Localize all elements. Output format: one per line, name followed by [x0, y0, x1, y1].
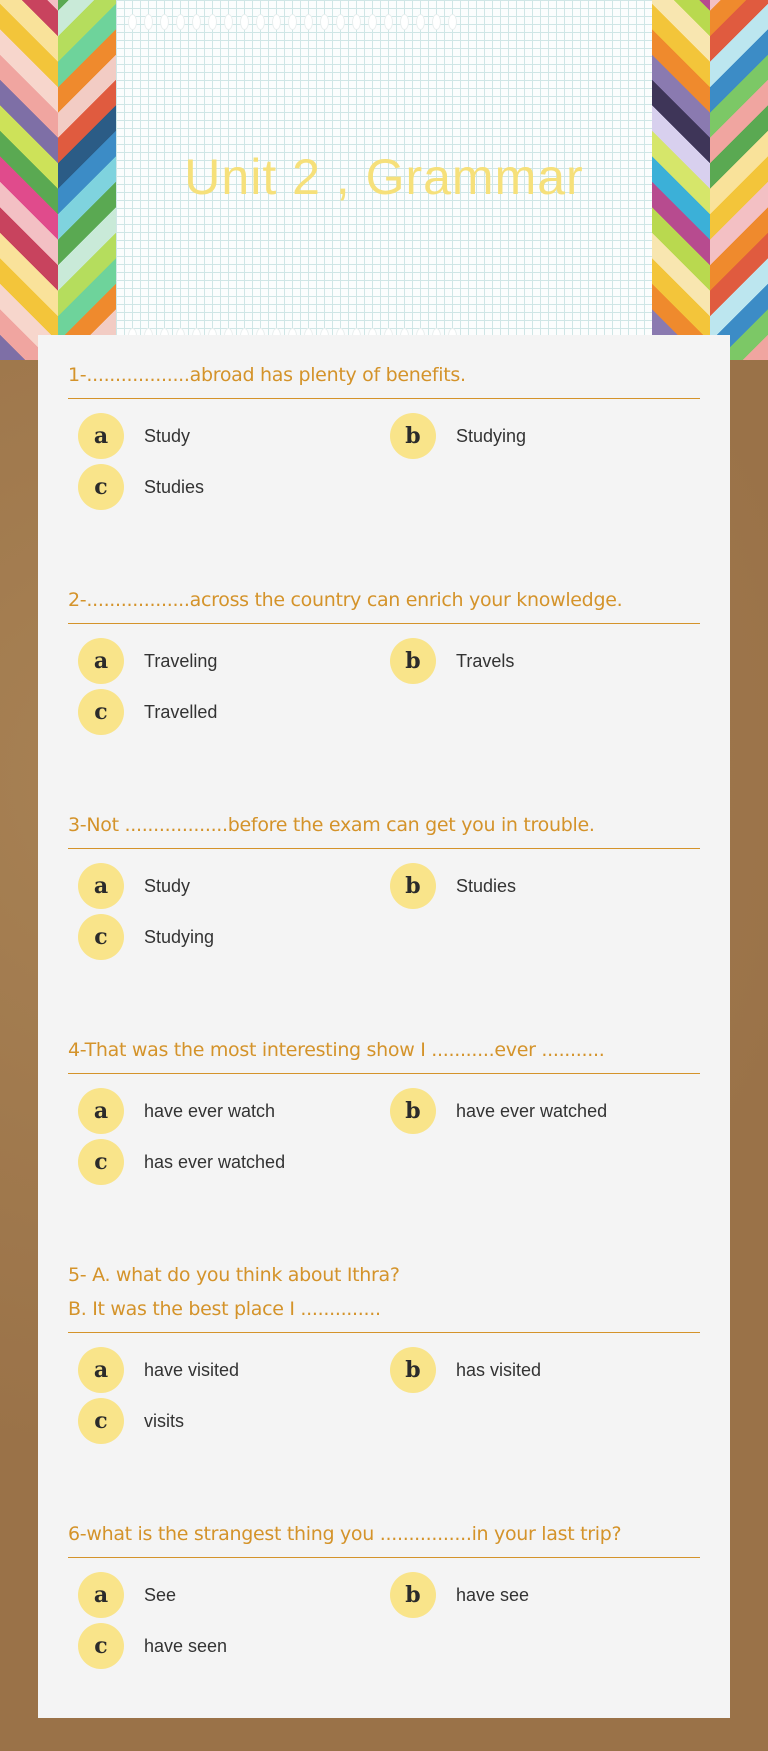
- question-line: 3-Not ..................before the exam can get you in trouble.: [68, 814, 595, 836]
- option-letter-badge: a: [78, 638, 124, 684]
- option-b[interactable]: [390, 1088, 702, 1134]
- option-letter-badge: c: [78, 1139, 124, 1185]
- option-c[interactable]: [78, 1398, 390, 1444]
- question-block: [68, 808, 700, 960]
- option-b[interactable]: [390, 413, 702, 459]
- option-c[interactable]: [78, 1623, 390, 1669]
- chevron-pattern-left: [0, 0, 58, 360]
- option-text: Travels: [456, 650, 515, 671]
- question-text: [68, 1258, 700, 1333]
- option-b[interactable]: [390, 638, 702, 684]
- hole: [272, 14, 281, 30]
- option-text: Studying: [144, 926, 215, 947]
- option-text: Studying: [456, 425, 527, 446]
- option-text: Studies: [144, 476, 205, 497]
- hole: [336, 14, 345, 30]
- option-text: Traveling: [144, 650, 218, 671]
- chevron-pattern-left: [58, 0, 116, 360]
- option-text: have see: [456, 1584, 530, 1605]
- option-text: Studies: [456, 875, 517, 896]
- hole: [240, 14, 249, 30]
- option-b[interactable]: [390, 863, 702, 909]
- notebook-holes-top: [128, 14, 457, 30]
- option-letter-badge: c: [78, 1623, 124, 1669]
- option-b[interactable]: [390, 1572, 702, 1618]
- option-a[interactable]: [78, 413, 390, 459]
- hole: [224, 14, 233, 30]
- hole: [304, 14, 313, 30]
- option-c[interactable]: [78, 464, 390, 510]
- option-text: visits: [144, 1410, 184, 1431]
- option-text: See: [144, 1584, 177, 1605]
- quiz-card: [38, 335, 730, 1718]
- question-block: [68, 1258, 700, 1444]
- option-text: has visited: [456, 1359, 542, 1380]
- question-text: [68, 358, 700, 399]
- option-letter-badge: b: [390, 1572, 436, 1618]
- question-text: [68, 583, 700, 624]
- hole: [128, 14, 137, 30]
- hole: [416, 14, 425, 30]
- chevron-pattern-right: [710, 0, 768, 360]
- option-letter-badge: a: [78, 413, 124, 459]
- option-letter-badge: b: [390, 863, 436, 909]
- option-letter-badge: c: [78, 689, 124, 735]
- question-line: 4-That was the most interesting show I ...........ever ...........: [68, 1039, 605, 1061]
- option-letter-badge: b: [390, 638, 436, 684]
- hole: [176, 14, 185, 30]
- question-block: [68, 1033, 700, 1185]
- hole: [160, 14, 169, 30]
- header-banner: [0, 0, 768, 360]
- option-text: have seen: [144, 1635, 228, 1656]
- question-line: 6-what is the strangest thing you ................in your last trip?: [68, 1523, 622, 1545]
- option-a[interactable]: [78, 1088, 390, 1134]
- option-letter-badge: b: [390, 1088, 436, 1134]
- option-letter-badge: a: [78, 863, 124, 909]
- hole: [144, 14, 153, 30]
- question-line: 5- A. what do you think about Ithra?: [68, 1264, 400, 1286]
- option-text: Travelled: [144, 701, 218, 722]
- chevron-pattern-right: [652, 0, 710, 360]
- option-letter-badge: c: [78, 1398, 124, 1444]
- question-text: [68, 1517, 700, 1558]
- question-text: [68, 1033, 700, 1074]
- option-b[interactable]: [390, 1347, 702, 1393]
- grid-paper: [116, 0, 652, 360]
- option-text: has ever watched: [144, 1151, 286, 1172]
- question-text: [68, 808, 700, 849]
- option-a[interactable]: [78, 638, 390, 684]
- hole: [400, 14, 409, 30]
- hole: [432, 14, 441, 30]
- hole: [288, 14, 297, 30]
- question-line: 1-..................abroad has plenty of benefits.: [68, 364, 466, 386]
- option-text: have ever watch: [144, 1100, 276, 1121]
- option-text: Study: [144, 425, 191, 446]
- option-a[interactable]: [78, 1572, 390, 1618]
- options: [68, 413, 700, 510]
- option-text: have visited: [144, 1359, 240, 1380]
- option-c[interactable]: [78, 1139, 390, 1185]
- hole: [384, 14, 393, 30]
- option-letter-badge: c: [78, 464, 124, 510]
- question-block: [68, 1517, 700, 1669]
- question-line: 2-..................across the country can enrich your knowledge.: [68, 589, 623, 611]
- option-a[interactable]: [78, 863, 390, 909]
- question-line: B. It was the best place I ..............: [68, 1298, 381, 1320]
- question-block: [68, 358, 700, 510]
- hole: [208, 14, 217, 30]
- hole: [448, 14, 457, 30]
- option-letter-badge: a: [78, 1572, 124, 1618]
- hole: [192, 14, 201, 30]
- option-c[interactable]: [78, 914, 390, 960]
- option-letter-badge: b: [390, 413, 436, 459]
- question-block: [68, 583, 700, 735]
- hole: [352, 14, 361, 30]
- option-text: have ever watched: [456, 1100, 608, 1121]
- hole: [368, 14, 377, 30]
- option-letter-badge: b: [390, 1347, 436, 1393]
- options: [68, 638, 700, 735]
- options: [68, 1572, 700, 1669]
- options: [68, 1088, 700, 1185]
- hole: [256, 14, 265, 30]
- option-c[interactable]: [78, 689, 390, 735]
- option-letter-badge: a: [78, 1088, 124, 1134]
- hole: [320, 14, 329, 30]
- option-a[interactable]: [78, 1347, 390, 1393]
- options: [68, 863, 700, 960]
- option-letter-badge: a: [78, 1347, 124, 1393]
- options: [68, 1347, 700, 1444]
- page-title: Unit 2 , Grammar: [184, 149, 584, 205]
- option-letter-badge: c: [78, 914, 124, 960]
- option-text: Study: [144, 875, 191, 896]
